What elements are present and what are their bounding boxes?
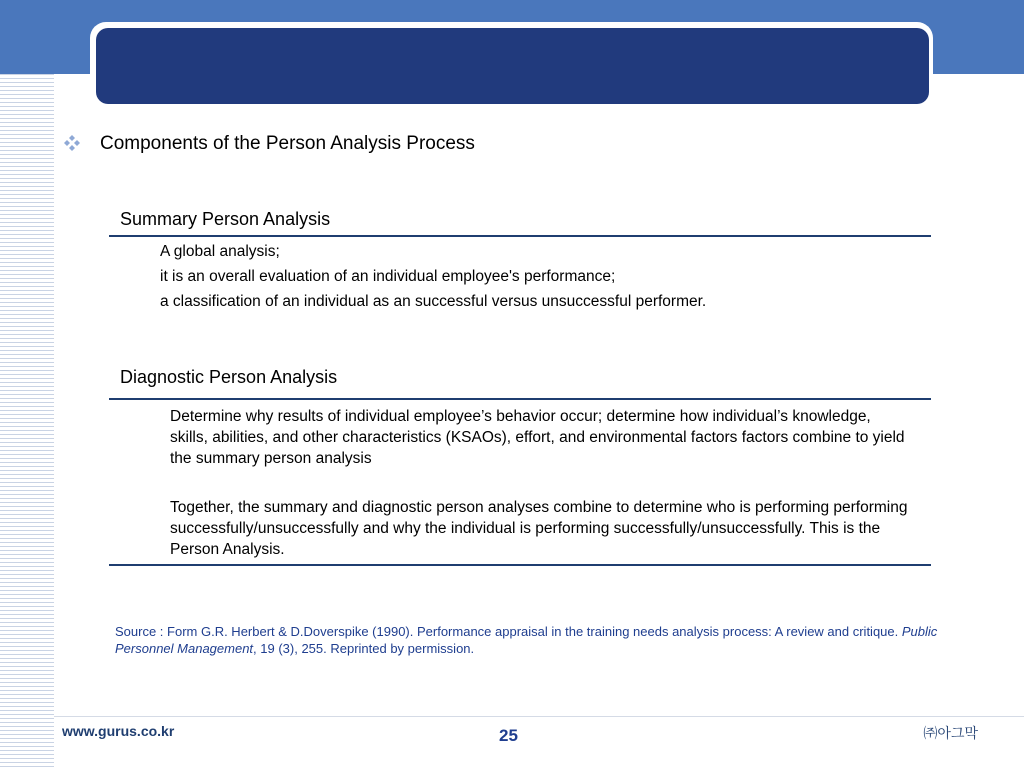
diagnostic-paragraph: Together, the summary and diagnostic person analyses combine to determine who is performing performing successfully/unsuccessfully and why the individual is performing successfully/unsuccessfully. This is the Person Analysis.	[170, 499, 908, 558]
diagnostic-paragraph: Determine why results of individual employee’s behavior occur; determine how individual’s knowledge, skills, abilities, and other characteristics (KSAOs), effort, and environmental factors factors combine to yield the summary person analysis	[170, 408, 905, 467]
summary-rule	[109, 235, 931, 237]
company-name: ㈜아그막	[923, 725, 978, 741]
footer-rule	[54, 716, 1024, 717]
source-journal: Public Personnel Management	[115, 624, 938, 656]
section-heading: Components of the Person Analysis Process	[100, 133, 475, 154]
summary-line: A global analysis;	[160, 243, 280, 260]
diamond-bullet-icon	[62, 133, 82, 153]
left-stripe-decoration	[0, 74, 54, 768]
summary-line: a classification of an individual as an successful versus unsuccessful performer.	[160, 293, 707, 310]
footer-url: www.gurus.co.kr	[62, 723, 175, 739]
source-citation	[115, 623, 945, 657]
slide-title-box	[96, 28, 929, 104]
bottom-rule	[109, 564, 931, 566]
summary-line: it is an overall evaluation of an individual employee's performance;	[160, 268, 616, 285]
page-number: 25	[499, 726, 518, 745]
source-prefix: Source : Form G.R. Herbert & D.Doverspike (1990). Performance appraisal in the training needs analysis process: A review and critique.	[115, 624, 902, 639]
diagnostic-title: Diagnostic Person Analysis	[120, 367, 338, 387]
summary-title: Summary Person Analysis	[120, 209, 331, 229]
source-suffix: , 19 (3), 255. Reprinted by permission.	[253, 641, 475, 656]
diagnostic-rule	[109, 398, 931, 400]
